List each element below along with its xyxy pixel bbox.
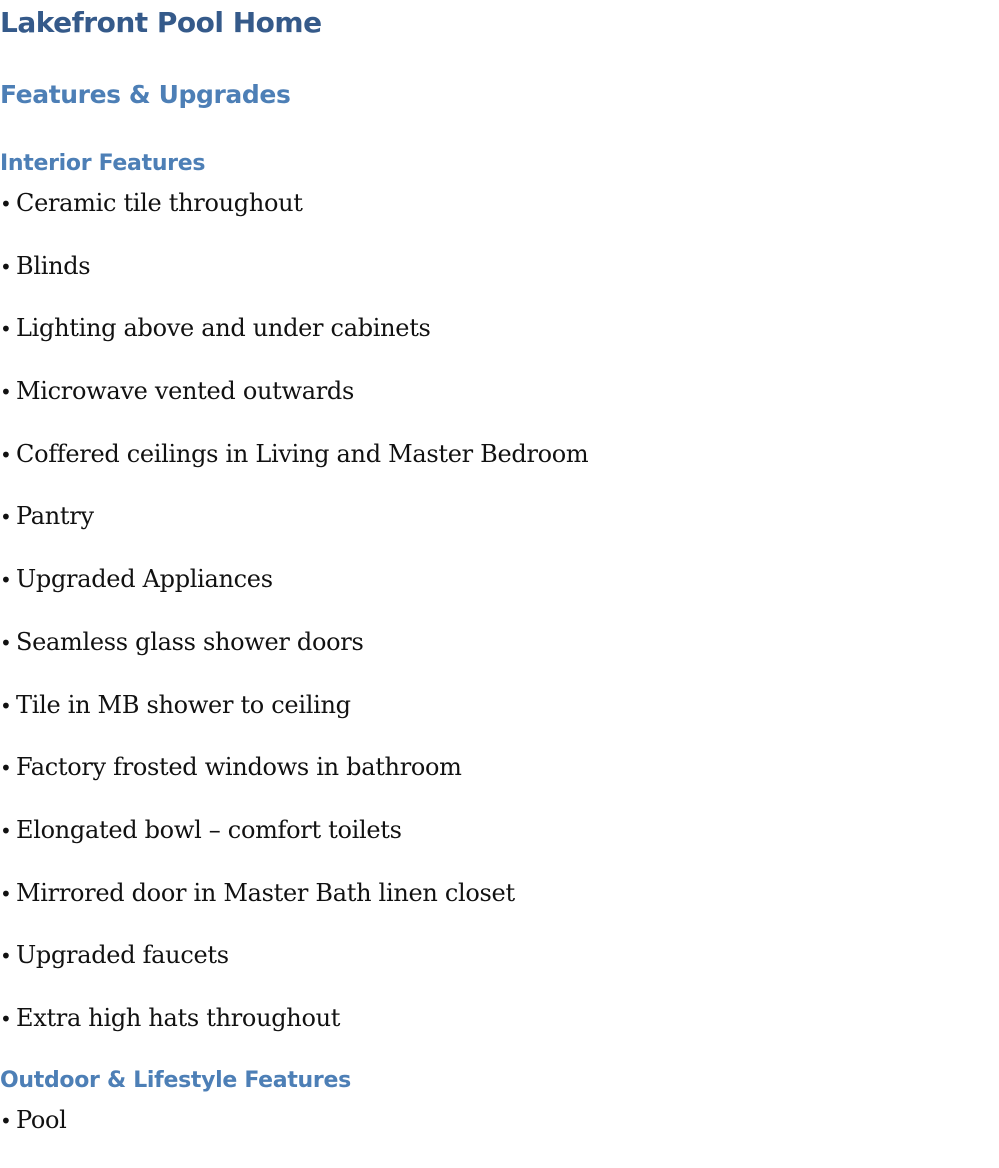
list-item-text: Ceramic tile throughout (16, 189, 303, 217)
list-item (0, 627, 588, 690)
outdoor-features-list (0, 1105, 67, 1168)
section-heading-interior: Interior Features (0, 151, 206, 176)
bullet-icon: • (0, 505, 12, 530)
bullet-icon: • (0, 818, 12, 843)
bullet-icon: • (0, 693, 12, 718)
list-item (0, 313, 588, 376)
list-item-text: Mirrored door in Master Bath linen closet (16, 878, 515, 907)
list-item-text: Upgraded Appliances (16, 565, 273, 594)
page-subtitle: Features & Upgrades (0, 80, 291, 109)
list-item-text: Factory frosted windows in bathroom (16, 753, 462, 782)
bullet-icon: • (0, 756, 12, 781)
bullet-icon: • (0, 192, 12, 216)
bullet-icon: • (0, 630, 12, 655)
list-item (0, 1105, 67, 1168)
list-item-text: Tile in MB shower to ceiling (16, 690, 351, 719)
list-item (0, 690, 588, 753)
list-item (0, 815, 588, 878)
list-item-text: Lighting above and under cabinets (16, 314, 431, 343)
bullet-icon: • (0, 1109, 12, 1133)
interior-features-list (0, 188, 588, 1066)
list-item (0, 878, 588, 941)
bullet-icon: • (0, 944, 12, 969)
bullet-icon: • (0, 1006, 12, 1031)
list-item-text: Coffered ceilings in Living and Master Bedroom (16, 439, 589, 468)
bullet-icon: • (0, 380, 12, 405)
list-item-text: Elongated bowl – comfort toilets (16, 815, 402, 844)
list-item-text: Extra high hats throughout (16, 1003, 341, 1032)
list-item (0, 564, 588, 627)
list-item (0, 376, 588, 439)
bullet-icon: • (0, 568, 12, 593)
list-item (0, 1003, 588, 1066)
list-item-text: Blinds (16, 251, 91, 280)
list-item (0, 188, 588, 251)
list-item-text: Microwave vented outwards (16, 377, 354, 406)
list-item-text: Pool (16, 1106, 67, 1134)
bullet-icon: • (0, 442, 12, 467)
bullet-icon: • (0, 317, 12, 342)
list-item-text: Seamless glass shower doors (16, 627, 364, 656)
list-item-text: Upgraded faucets (16, 941, 229, 970)
list-item (0, 752, 588, 815)
section-heading-outdoor: Outdoor & Lifestyle Features (0, 1068, 351, 1093)
bullet-icon: • (0, 254, 12, 279)
list-item-text: Pantry (16, 502, 94, 531)
page-title: Lakefront Pool Home (0, 6, 322, 39)
list-item (0, 940, 588, 1003)
list-item (0, 439, 588, 502)
list-item (0, 501, 588, 564)
bullet-icon: • (0, 881, 12, 906)
list-item (0, 251, 588, 314)
